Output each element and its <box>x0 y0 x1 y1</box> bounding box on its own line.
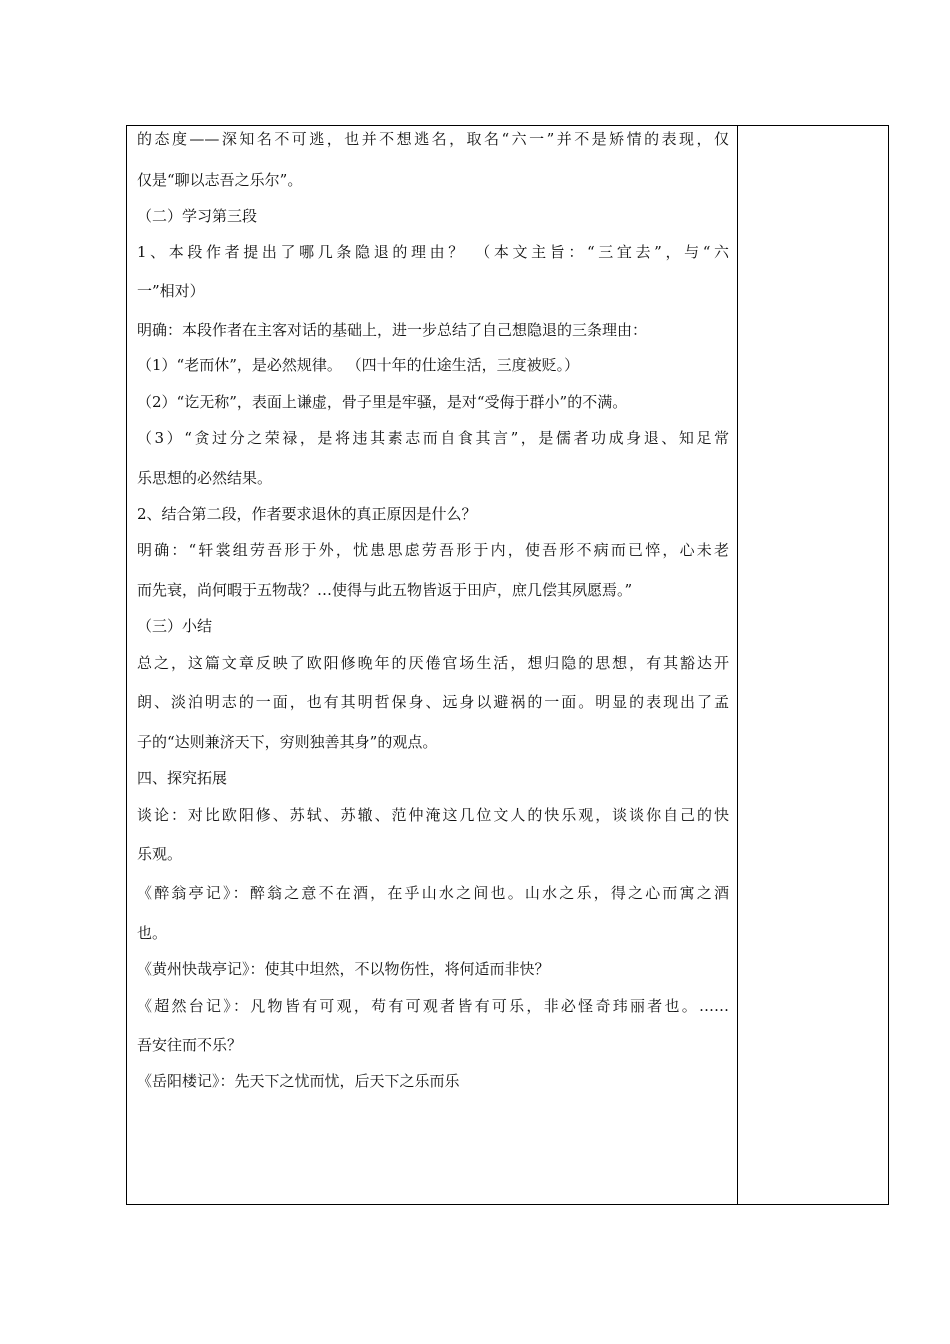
text-line: 乐思想的必然结果。 <box>137 469 273 487</box>
section-heading: （三）小结 <box>137 617 213 635</box>
text-line: 一”相对） <box>137 282 205 300</box>
text-line: 乐观。 <box>137 845 183 863</box>
question-line: 1、本段作者提出了哪几条隐退的理由？ （本文主旨：“三宜去”，与“六 <box>137 243 729 261</box>
quote-line: 《醉翁亭记》：醉翁之意不在酒，在乎山水之间也。山水之乐，得之心而寓之酒 <box>137 884 729 902</box>
section-heading: （二）学习第三段 <box>137 207 258 225</box>
reason-line: （3）“贪过分之荣禄，是将违其素志而自食其言”，是儒者功成身退、知足常 <box>137 429 729 447</box>
summary-line: 子的“达则兼济天下，穷则独善其身”的观点。 <box>137 733 438 751</box>
reason-line: （2）“讫无称”，表面上谦虚，骨子里是牢骚，是对“受侮于群小”的不满。 <box>137 393 628 411</box>
text-line: 也。 <box>137 924 168 942</box>
summary-line: 朗、淡泊明志的一面，也有其明哲保身、远身以避祸的一面。明显的表现出了孟 <box>137 693 729 711</box>
answer-line: 明确：“轩裳组劳吾形于外，忧患思虑劳吾形于内，使吾形不病而已悴，心未老 <box>137 541 729 559</box>
content-cell <box>127 126 738 1204</box>
quote-line: 《超然台记》：凡物皆有可观，苟有可观者皆有可乐，非必怪奇玮丽者也。…… <box>137 997 729 1015</box>
text-line: 仅是“聊以志吾之乐尔”。 <box>137 171 303 189</box>
text-line: 的态度——深知名不可逃，也并不想逃名，取名“六一”并不是矫情的表现，仅 <box>137 130 729 148</box>
notes-cell <box>738 126 888 1204</box>
summary-line: 总之，这篇文章反映了欧阳修晚年的厌倦官场生活，想归隐的思想，有其豁达开 <box>137 654 729 672</box>
discussion-line: 谈论：对比欧阳修、苏轼、苏辙、范仲淹这几位文人的快乐观，谈谈你自己的快 <box>137 806 729 824</box>
text-line: 吾安往而不乐？ <box>137 1036 243 1054</box>
quote-line: 《黄州快哉亭记》：使其中坦然，不以物伤性，将何适而非快？ <box>137 960 550 978</box>
answer-line: 明确：本段作者在主客对话的基础上，进一步总结了自己想隐退的三条理由： <box>137 321 648 339</box>
question-line: 2、结合第二段，作者要求退休的真正原因是什么？ <box>137 505 477 523</box>
text-line: 而先衰，尚何暇于五物哉？…使得与此五物皆返于田庐，庶几偿其夙愿焉。” <box>137 581 633 599</box>
reason-line: （1）“老而休”，是必然规律。 （四十年的仕途生活，三度被贬。） <box>137 356 580 374</box>
lesson-table <box>126 125 889 1205</box>
section-heading: 四、探究拓展 <box>137 769 228 787</box>
quote-line: 《岳阳楼记》：先天下之忧而忧，后天下之乐而乐 <box>137 1072 460 1090</box>
